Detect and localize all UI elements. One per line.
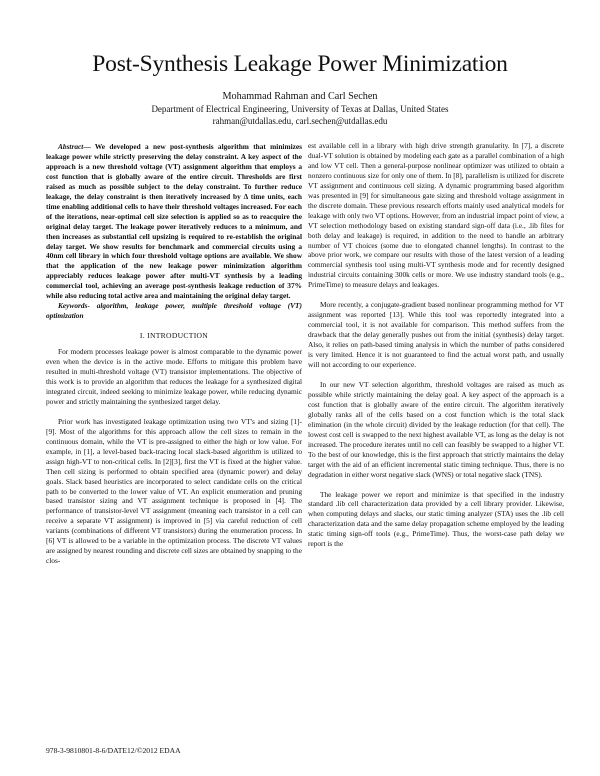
intro-paragraph-2: Prior work has investigated leakage optimization using two VT's and sizing [1]-[9]. Most of the algorithms for this approach allow the cell sizes to remain in the continuous domain, while the VT is pre-assigned to either the high or low value. For example, in [1], a level-based back-tracing local slack-based algorithm is utilized to assign high-VT to non-critical cells. In [2][3], first the VT is fixed at the higher value. Then cell sizing is performed to obtain specified area (dynamic power) and delay goals. Slack based heuristics are incorporated to select candidate cells on the critical path to be converted to the lower value of VT. An explicit enumeration and pruning based transistor sizing and VT assignment technique is proposed in [4]. The performance of transistor-level VT assignment (meaning each transistor in a cell can receive a separate VT assignment) is improved in [5] via careful reduction of cell variants (combinations of different VT transistors) during the enumeration process. In [6] VT is allowed to be a variable in the optimization process. The discrete VT values are assigned by nearest rounding and discrete cell sizes are obtained by snapping to the clos- bbox=[46, 416, 302, 566]
abstract-text: — We developed a new post-synthesis algorithm that minimizes leakage power while strictly preserving the delay constraint. A key aspect of the approach is a new threshold voltage (VT) assignment algorithm that employs a cost function that is globally aware of the entire circuit. Thresholds are first raised as much as possible subject to the delay constraint. To further reduce leakage, the delay constraint is then iteratively increased by Δ time units, each time enabling additional cells to have their threshold voltages increased. For each of the iterations, near-optimal cell size selection is applied so as to reacquire the original delay target. The leakage power iteratively reduces to a minimum, and then increases as substantial cell upsizing is required to re-establish the original delay target. We show results for benchmark and commercial circuits using a 40nm cell library in which four threshold voltage options are available. We show that the application of the new leakage power minimization algorithm appreciably reduces leakage power after multi-VT synthesis by a leading commercial tool, achieving an average post-synthesis leakage reduction of 37% while also reducing total active area and maintaining the original delay target. bbox=[46, 142, 302, 301]
right-paragraph-1: est available cell in a library with high drive strength granularity. In [7], a discrete dual-VT solution is obtained by modeling each gate as a parallel combination of a high and low VT cell. Then a general-purpose nonlinear optimizer was utilized to obtain a nonzero continuous size for only one of them. In [8], parallelism is utilized for discrete VT assignment and continuous cell sizing. A dynamic programming based algorithm was presented in [9] for simultaneous gate sizing and threshold voltage assignment in the discrete domain. These previous research efforts mainly used analytical models for leakage with only two VT options. However, from an industrial impact point of view, a VT selection methodology based on existing standard sign-off data (i.e., .lib files for both delay and leakage) is required, in addition to the need to handle an arbitrary number of VT choices (some due to elongated channel lengths). In contrast to the above prior work, we compare our results with those of the latest version of a leading commercial synthesis tool using multi-VT synthesis mode and for recently designed industrial circuits containing 300k cells or more. We use industry standard tools (e.g., PrimeTime) to measure delays and leakages. bbox=[308, 141, 564, 290]
abstract-label: Abstract bbox=[58, 142, 84, 151]
right-paragraph-3: In our new VT selection algorithm, threshold voltages are raised as much as possible while strictly maintaining the delay goal. A key aspect of the approach is a cost function that is globally aware of the entire circuit. The algorithm iteratively globally ranks all of the cells based on a cost function which is the total slack elimination (in the whole circuit) divided by the leakage reduction (for that cell). The lowest cost cell is swapped to the next highest available VT, as long as the delay is not increased. The procedure iterates until no cell can feasibly be swapped to a higher VT. To the best of our knowledge, this is the first approach that strictly maintains the delay target with the aid of an efficient incremental static timing technique. Thus, there is no degradation in either worst negative slack (WNS) or total negative slack (TNS). bbox=[308, 379, 564, 479]
author-affiliation bbox=[0, 103, 600, 127]
keywords bbox=[46, 301, 302, 321]
right-column bbox=[308, 141, 564, 549]
abstract bbox=[46, 142, 302, 301]
keywords-label: Keywords- bbox=[58, 301, 90, 311]
left-column bbox=[46, 142, 302, 566]
paper-authors: Mohammad Rahman and Carl Sechen bbox=[222, 91, 378, 102]
intro-paragraph-1: For modern processes leakage power is almost comparable to the dynamic power even when the device is in the active mode. Efforts to mitigate this problem have resulted in multi-threshold voltage (VT) transistor implementations. The objective of this work is to provide an algorithm that reduces the leakage for a synthesized digital integrated circuit, indeed seeking to minimize leakage power, while reducing dynamic power and strictly maintaining the synthesized target delay. bbox=[46, 347, 302, 406]
section-heading-introduction: I. INTRODUCTION bbox=[139, 331, 209, 341]
right-paragraph-4: The leakage power we report and minimize is that specified in the industry standard .lib cell characterization data provided by a cell library provider. Likewise, when computing delays and slacks, our static timing analyzer (STA) uses the .lib cell characterization data and the same delay propagation scheme employed by the leading static timing sign-off tools (e.g., PrimeTime). Thus, the worst-case path delay we report is the bbox=[308, 489, 564, 549]
keywords-text: algorithm, leakage power, multiple threshold voltage (VT) optimization bbox=[46, 301, 302, 321]
right-paragraph-2: More recently, a conjugate-gradient based nonlinear programming method for VT assignment was reported [13]. While this tool was reportedly integrated into a commercial tool, it is not available for comparison. This method suffers from the drawback that the delay generally pushes out from the initial (synthesis) delay target. Also, it relies on path-based timing analysis in which the number of paths considered is very limited. Hence it is not guaranteed to find the actual worst path, and usually will not according to our experience. bbox=[308, 300, 564, 370]
author-emails: rahman@utdallas.edu, carl.sechen@utdallas.edu bbox=[212, 116, 388, 126]
paper-title: Post-Synthesis Leakage Power Minimization bbox=[92, 51, 508, 77]
affiliation-text: Department of Electrical Engineering, University of Texas at Dallas, United States bbox=[151, 104, 449, 114]
copyright-footer: 978-3-9810801-8-6/DATE12/©2012 EDAA bbox=[46, 746, 181, 755]
